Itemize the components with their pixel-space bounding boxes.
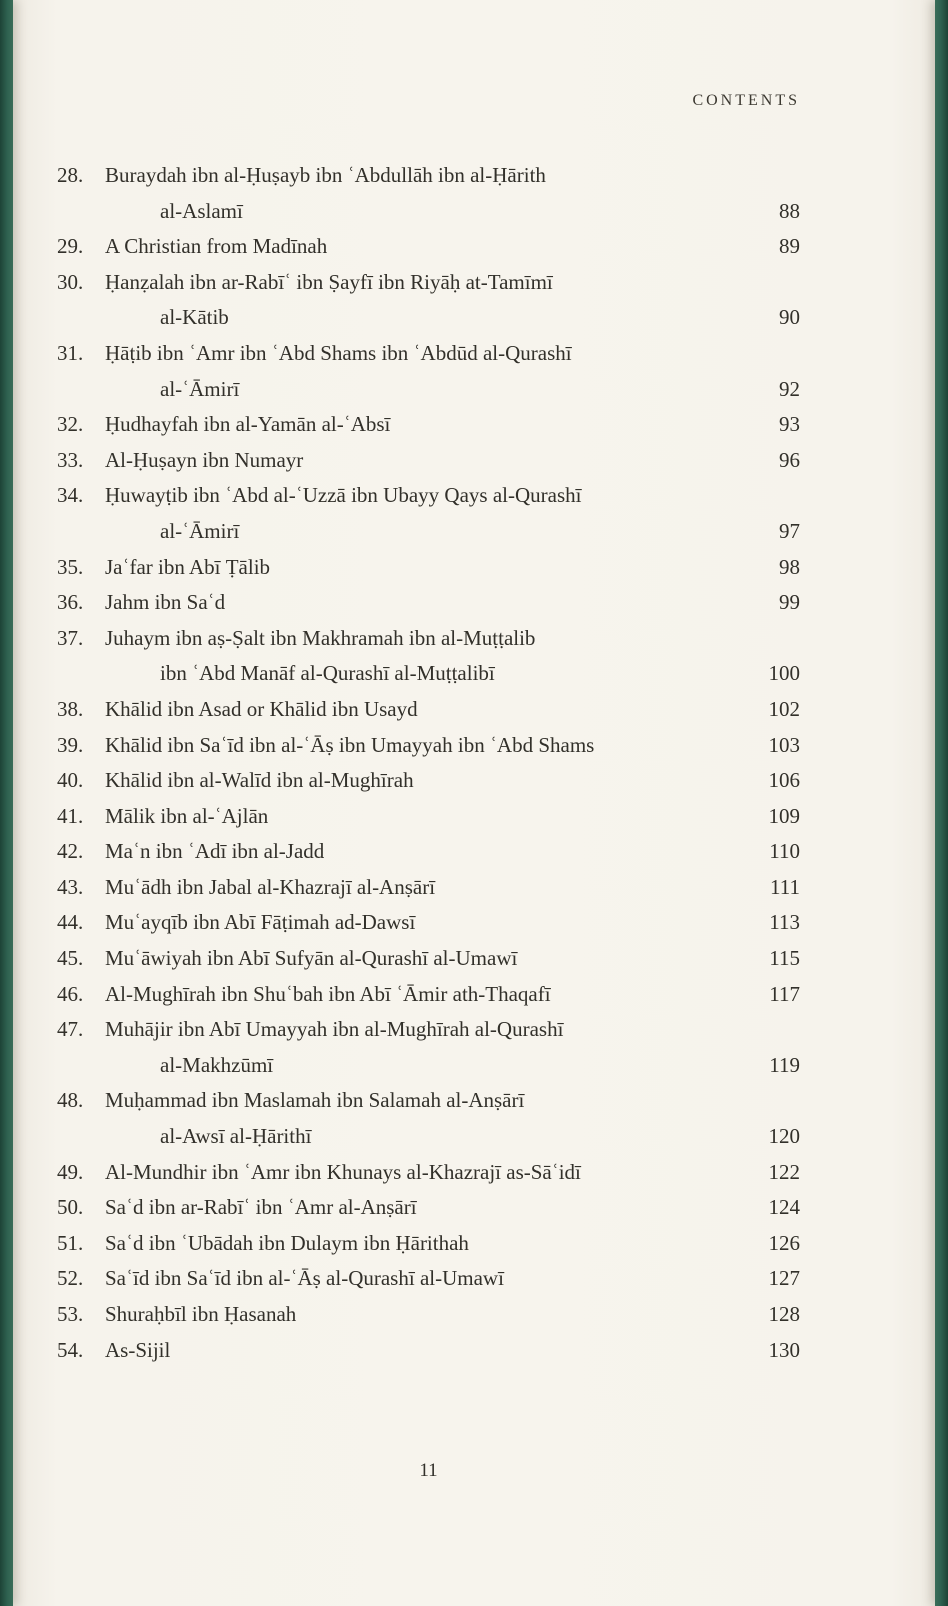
entry-number: 35. <box>57 554 84 579</box>
entry-title: Maʿn ibn ʿAdī ibn al-Jadd <box>105 839 325 864</box>
entry-number: 29. <box>57 234 84 259</box>
toc-line <box>57 1195 800 1231</box>
toc-line <box>57 697 800 733</box>
entry-page-number: 124 <box>768 1195 800 1220</box>
entry-page-number: 90 <box>779 305 800 330</box>
entry-title: Khālid ibn Saʿīd ibn al-ʿĀṣ ibn Umayyah ibn ʿAbd Shams <box>105 732 595 757</box>
entry-number: 45. <box>57 946 84 971</box>
toc-line <box>57 1302 800 1338</box>
entry-title: al-Kātib <box>160 305 229 330</box>
entry-title: Saʿīd ibn Saʿīd ibn al-ʿĀṣ al-Qurashī al-Umawī <box>105 1266 504 1291</box>
entry-title: Al-Mundhir ibn ʿAmr ibn Khunays al-Khazrajī as-Sāʿidī <box>105 1159 581 1184</box>
entry-number: 38. <box>57 696 84 721</box>
entry-number: 39. <box>57 732 84 757</box>
entry-number: 32. <box>57 412 84 437</box>
toc-line <box>57 804 800 840</box>
entry-title: Al-Ḥuṣayn ibn Numayr <box>105 447 304 472</box>
toc-line <box>57 270 800 306</box>
entry-title: al-ʿĀmirī <box>160 376 240 401</box>
entry-title: al-ʿĀmirī <box>160 518 240 543</box>
entry-number: 49. <box>57 1159 84 1184</box>
entry-number: 54. <box>57 1337 84 1362</box>
entry-title: Shuraḥbīl ibn Ḥasanah <box>105 1302 297 1326</box>
entry-title: Mālik ibn al-ʿAjlān <box>105 803 269 828</box>
entry-number: 41. <box>57 803 84 828</box>
entry-title: al-Makhzūmī <box>160 1052 274 1077</box>
toc-line <box>57 1088 800 1124</box>
page-number-folio: 11 <box>419 1460 438 1481</box>
toc-line <box>57 661 800 697</box>
entry-title: As-Sijil <box>105 1337 171 1362</box>
entry-title: Muʿayqīb ibn Abī Fāṭimah ad-Dawsī <box>105 910 416 935</box>
toc-line <box>57 448 800 484</box>
entry-number: 46. <box>57 981 84 1006</box>
entry-title: Jaʿfar ibn Abī Ṭālib <box>105 554 271 579</box>
entry-title: ibn ʿAbd Manāf al-Qurashī al-Muṭṭalibī <box>160 661 495 686</box>
entry-page-number: 88 <box>779 198 800 223</box>
book-cover-edge-left <box>0 0 13 1606</box>
toc-list <box>57 163 800 1373</box>
entry-title: Jahm ibn Saʿd <box>105 590 226 615</box>
entry-title: Ḥanẓalah ibn ar-Rabīʿ ibn Ṣayfī ibn Riyāḥ at-Tamīmī <box>105 269 553 294</box>
entry-number: 48. <box>57 1088 84 1113</box>
entry-page-number: 119 <box>769 1052 800 1077</box>
entry-number: 30. <box>57 269 84 294</box>
entry-number: 31. <box>57 340 84 365</box>
entry-page-number: 113 <box>769 910 800 935</box>
entry-page-number: 126 <box>768 1230 800 1255</box>
toc-line <box>57 163 800 199</box>
entry-number: 50. <box>57 1195 84 1220</box>
entry-page-number: 97 <box>779 518 800 543</box>
toc-line <box>57 1231 800 1267</box>
entry-title: Muʿādh ibn Jabal al-Khazrajī al-Anṣārī <box>105 874 436 899</box>
entry-title: Khālid ibn Asad or Khālid ibn Usayd <box>105 696 418 721</box>
entry-title: Ḥudhayfah ibn al-Yamān al-ʿAbsī <box>105 412 391 437</box>
entry-title: Buraydah ibn al-Ḥuṣayb ibn ʿAbdullāh ibn al-Ḥārith <box>105 163 546 187</box>
entry-title: Saʿd ibn ar-Rabīʿ ibn ʿAmr al-Anṣārī <box>105 1195 417 1220</box>
entry-number: 36. <box>57 590 84 615</box>
toc-line <box>57 412 800 448</box>
entry-page-number: 109 <box>768 803 800 828</box>
entry-page-number: 103 <box>768 732 800 757</box>
entry-number: 52. <box>57 1266 84 1291</box>
entry-page-number: 117 <box>769 981 800 1006</box>
entry-title: al-Aslamī <box>160 198 243 223</box>
entry-page-number: 98 <box>779 554 800 579</box>
entry-title: Khālid ibn al-Walīd ibn al-Mughīrah <box>105 768 414 793</box>
entry-page-number: 96 <box>779 447 800 472</box>
entry-number: 42. <box>57 839 84 864</box>
entry-number: 40. <box>57 768 84 793</box>
entry-title: Muhājir ibn Abī Umayyah ibn al-Mughīrah al-Qurashī <box>105 1017 564 1042</box>
entry-page-number: 99 <box>779 590 800 615</box>
toc-line <box>57 199 800 235</box>
entry-page-number: 122 <box>768 1159 800 1184</box>
entry-number: 53. <box>57 1302 84 1326</box>
toc-line <box>57 768 800 804</box>
toc-line <box>57 733 800 769</box>
entry-number: 37. <box>57 625 84 650</box>
toc-line <box>57 1017 800 1053</box>
entry-title: A Christian from Madīnah <box>105 234 328 259</box>
toc-line <box>57 1053 800 1089</box>
entry-page-number: 106 <box>768 768 800 793</box>
entry-page-number: 110 <box>769 839 800 864</box>
toc-line <box>57 1160 800 1196</box>
toc-line <box>57 626 800 662</box>
toc-line <box>57 982 800 1018</box>
toc-line <box>57 519 800 555</box>
entry-title: Al-Mughīrah ibn Shuʿbah ibn Abī ʿĀmir ath-Thaqafī <box>105 981 551 1006</box>
entry-number: 28. <box>57 163 84 187</box>
entry-number: 47. <box>57 1017 84 1042</box>
entry-page-number: 115 <box>769 946 800 971</box>
toc-line <box>57 1124 800 1160</box>
entry-page-number: 130 <box>768 1337 800 1362</box>
toc-line <box>57 341 800 377</box>
toc-line <box>57 555 800 591</box>
entry-title: Muʿāwiyah ibn Abī Sufyān al-Qurashī al-Umawī <box>105 946 518 971</box>
entry-title: Ḥuwayṭib ibn ʿAbd al-ʿUzzā ibn Ubayy Qays al-Qurashī <box>105 483 582 508</box>
entry-page-number: 127 <box>768 1266 800 1291</box>
entry-page-number: 102 <box>768 696 800 721</box>
toc-line <box>57 910 800 946</box>
toc-line <box>57 590 800 626</box>
entry-page-number: 92 <box>779 376 800 401</box>
toc-line <box>57 839 800 875</box>
entry-number: 33. <box>57 447 84 472</box>
entry-number: 43. <box>57 874 84 899</box>
entry-title: Ḥāṭib ibn ʿAmr ibn ʿAbd Shams ibn ʿAbdūd al-Qurashī <box>105 340 572 365</box>
entry-page-number: 128 <box>768 1302 800 1326</box>
entry-page-number: 111 <box>770 874 800 899</box>
toc-line <box>57 1338 800 1374</box>
toc-line <box>57 483 800 519</box>
running-head-contents: CONTENTS <box>692 92 800 109</box>
entry-number: 51. <box>57 1230 84 1255</box>
entry-number: 34. <box>57 483 84 508</box>
entry-title: Saʿd ibn ʿUbādah ibn Dulaym ibn Ḥārithah <box>105 1230 469 1255</box>
entry-number: 44. <box>57 910 84 935</box>
entry-title: Juhaym ibn aṣ-Ṣalt ibn Makhramah ibn al-Muṭṭalib <box>105 625 536 650</box>
entry-page-number: 120 <box>768 1124 800 1149</box>
book-cover-edge-right <box>935 0 948 1606</box>
entry-page-number: 93 <box>779 412 800 437</box>
toc-line <box>57 875 800 911</box>
entry-title: al-Awsī al-Ḥārithī <box>160 1124 312 1149</box>
toc-line <box>57 234 800 270</box>
toc-line <box>57 946 800 982</box>
toc-line <box>57 305 800 341</box>
entry-page-number: 100 <box>768 661 800 686</box>
toc-line <box>57 377 800 413</box>
toc-line <box>57 1266 800 1302</box>
entry-page-number: 89 <box>779 234 800 259</box>
entry-title: Muḥammad ibn Maslamah ibn Salamah al-Anṣārī <box>105 1088 525 1113</box>
